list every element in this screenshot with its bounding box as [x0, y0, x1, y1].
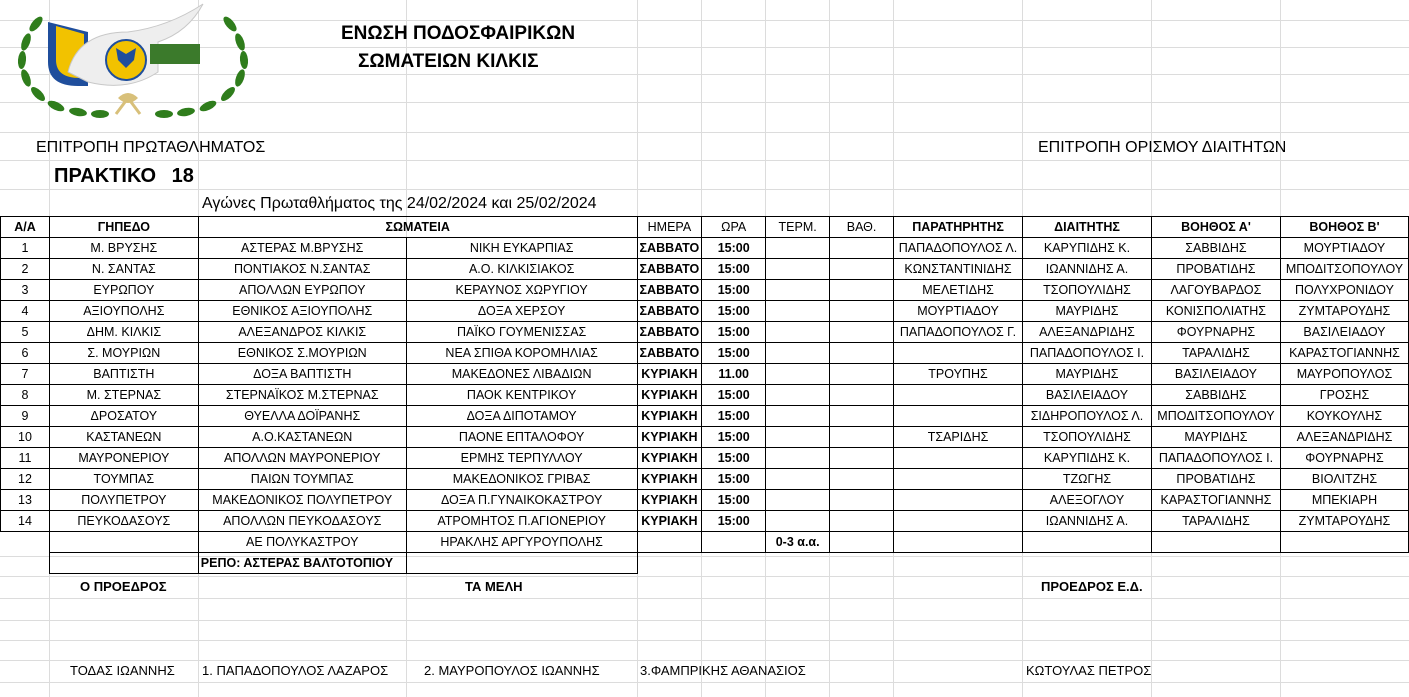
match-home-team: ΑΛΕΞΑΝΔΡΟΣ ΚΙΛΚΙΣ: [198, 322, 406, 343]
fixtures-table: [0, 216, 1409, 574]
match-term: [766, 301, 830, 322]
match-term: [766, 259, 830, 280]
match-observer: [894, 343, 1023, 364]
match-time: 15:00: [702, 448, 766, 469]
match-assistant2: ΒΙΟΛΙΤΖΗΣ: [1280, 469, 1408, 490]
org-title-line2: ΣΩΜΑΤΕΙΩΝ ΚΙΛΚΙΣ: [358, 51, 539, 72]
member-3-name: 3.ΦΑΜΠΡΙΚΗΣ ΑΘΑΝΑΣΙΟΣ: [640, 663, 806, 678]
match-home-team: ΣΤΕΡΝΑΪΚΟΣ Μ.ΣΤΕΡΝΑΣ: [198, 385, 406, 406]
match-score: [830, 259, 894, 280]
table-row: [1, 301, 1409, 322]
match-observer: ΠΑΠΑΔΟΠΟΥΛΟΣ Λ.: [894, 238, 1023, 259]
match-time: 15:00: [702, 511, 766, 532]
match-observer: [894, 469, 1023, 490]
match-day: ΣΑΒΒΑΤΟ: [637, 301, 702, 322]
match-day: ΣΑΒΒΑΤΟ: [637, 238, 702, 259]
match-assistant1: ΤΑΡΑΛΙΔΗΣ: [1151, 511, 1280, 532]
match-observer: ΜΟΥΡΤΙΑΔΟΥ: [894, 301, 1023, 322]
match-assistant2: ΜΠΕΚΙΑΡΗ: [1280, 490, 1408, 511]
match-number: 4: [1, 301, 50, 322]
match-stadium: ΑΞΙΟΥΠΟΛΗΣ: [49, 301, 198, 322]
match-number: 1: [1, 238, 50, 259]
col-stadium: ΓΗΠΕΔΟ: [49, 217, 198, 238]
match-number: 13: [1, 490, 50, 511]
match-time: 11.00: [702, 364, 766, 385]
match-referee: ΠΑΠΑΔΟΠΟΥΛΟΣ Ι.: [1023, 343, 1152, 364]
match-assistant1: ΛΑΓΟΥΒΑΡΔΟΣ: [1151, 280, 1280, 301]
president-name: ΤΟΔΑΣ ΙΩΑΝΝΗΣ: [70, 663, 175, 678]
match-assistant2: ΑΛΕΞΑΝΔΡΙΔΗΣ: [1280, 427, 1408, 448]
match-observer: [894, 511, 1023, 532]
match-observer: [894, 406, 1023, 427]
col-referee: ΔΙΑΙΤΗΤΗΣ: [1023, 217, 1152, 238]
extra-empty-aa: [1, 532, 50, 553]
match-observer: ΚΩΝΣΤΑΝΤΙΝΙΔΗΣ: [894, 259, 1023, 280]
match-assistant1: ΤΑΡΑΛΙΔΗΣ: [1151, 343, 1280, 364]
match-referee: ΣΙΔΗΡΟΠΟΥΛΟΣ Λ.: [1023, 406, 1152, 427]
match-stadium: ΠΟΛΥΠΕΤΡΟΥ: [49, 490, 198, 511]
table-row: [1, 238, 1409, 259]
match-away-team: ΠΑΪΚΟ ΓΟΥΜΕΝΙΣΣΑΣ: [406, 322, 637, 343]
match-assistant2: ΦΟΥΡΝΑΡΗΣ: [1280, 448, 1408, 469]
referee-committee-label: ΕΠΙΤΡΟΠΗ ΟΡΙΣΜΟΥ ΔΙΑΙΤΗΤΩΝ: [1038, 139, 1287, 156]
match-observer: ΜΕΛΕΤΙΔΗΣ: [894, 280, 1023, 301]
match-term: [766, 469, 830, 490]
match-referee: ΜΑΥΡΙΔΗΣ: [1023, 301, 1152, 322]
match-day: ΣΑΒΒΑΤΟ: [637, 280, 702, 301]
match-away-team: ΠΑΟΝΕ ΕΠΤΑΛΟΦΟΥ: [406, 427, 637, 448]
match-day: ΚΥΡΙΑΚΗ: [637, 406, 702, 427]
match-stadium: ΚΑΣΤΑΝΕΩΝ: [49, 427, 198, 448]
col-teams: ΣΩΜΑΤΕΙΑ: [198, 217, 637, 238]
match-score: [830, 343, 894, 364]
col-observer: ΠΑΡΑΤΗΡΗΤΗΣ: [894, 217, 1023, 238]
match-assistant2: ΖΥΜΤΑΡΟΥΔΗΣ: [1280, 301, 1408, 322]
match-assistant2: ΠΟΛΥΧΡΟΝΙΔΟΥ: [1280, 280, 1408, 301]
match-assistant2: ΜΟΥΡΤΙΑΔΟΥ: [1280, 238, 1408, 259]
match-number: 2: [1, 259, 50, 280]
match-assistant2: ΚΑΡΑΣΤΟΓΙΑΝΝΗΣ: [1280, 343, 1408, 364]
match-score: [830, 301, 894, 322]
match-referee: ΒΑΣΙΛΕΙΑΔΟΥ: [1023, 385, 1152, 406]
extra-away-team: ΗΡΑΚΛΗΣ ΑΡΓΥΡΟΥΠΟΛΗΣ: [406, 532, 637, 553]
match-day: ΚΥΡΙΑΚΗ: [637, 427, 702, 448]
match-home-team: ΠΟΝΤΙΑΚΟΣ Ν.ΣΑΝΤΑΣ: [198, 259, 406, 280]
table-row: [1, 385, 1409, 406]
extra-empty-a2: [1280, 532, 1408, 553]
ed-president-label: ΠΡΟΕΔΡΟΣ Ε.Δ.: [1041, 579, 1143, 594]
extra-empty-observer: [894, 532, 1023, 553]
match-home-team: ΑΣΤΕΡΑΣ Μ.ΒΡΥΣΗΣ: [198, 238, 406, 259]
match-score: [830, 469, 894, 490]
match-time: 15:00: [702, 280, 766, 301]
match-stadium: Ν. ΣΑΝΤΑΣ: [49, 259, 198, 280]
match-term: [766, 511, 830, 532]
match-day: ΚΥΡΙΑΚΗ: [637, 385, 702, 406]
match-stadium: Μ. ΒΡΥΣΗΣ: [49, 238, 198, 259]
extra-empty-stadium: [49, 532, 198, 553]
extra-empty-referee: [1023, 532, 1152, 553]
match-home-team: ΔΟΞΑ ΒΑΠΤΙΣΤΗ: [198, 364, 406, 385]
table-row: [1, 511, 1409, 532]
col-assistant2: ΒΟΗΘΟΣ Β': [1280, 217, 1408, 238]
match-away-team: ΕΡΜΗΣ ΤΕΡΠΥΛΛΟΥ: [406, 448, 637, 469]
match-stadium: Μ. ΣΤΕΡΝΑΣ: [49, 385, 198, 406]
match-number: 9: [1, 406, 50, 427]
match-away-team: ΔΟΞΑ ΧΕΡΣΟΥ: [406, 301, 637, 322]
match-time: 15:00: [702, 490, 766, 511]
match-time: 15:00: [702, 469, 766, 490]
match-home-team: ΕΘΝΙΚΟΣ ΑΞΙΟΥΠΟΛΗΣ: [198, 301, 406, 322]
match-away-team: ΠΑΟΚ ΚΕΝΤΡΙΚΟΥ: [406, 385, 637, 406]
org-title-line1: ΕΝΩΣΗ ΠΟΔΟΣΦΑΙΡΙΚΩΝ: [341, 23, 576, 44]
match-score: [830, 511, 894, 532]
repo-empty-rest: [637, 553, 1408, 574]
match-term: [766, 280, 830, 301]
match-day: ΣΑΒΒΑΤΟ: [637, 259, 702, 280]
match-observer: ΤΡΟΥΠΗΣ: [894, 364, 1023, 385]
match-referee: ΚΑΡΥΠΙΔΗΣ Κ.: [1023, 448, 1152, 469]
match-home-team: ΜΑΚΕΔΟΝΙΚΟΣ ΠΟΛΥΠΕΤΡΟΥ: [198, 490, 406, 511]
member-1-name: 1. ΠΑΠΑΔΟΠΟΥΛΟΣ ΛΑΖΑΡΟΣ: [202, 663, 389, 678]
match-home-team: Α.Ο.ΚΑΣΤΑΝΕΩΝ: [198, 427, 406, 448]
table-row: [1, 448, 1409, 469]
table-row: [1, 490, 1409, 511]
match-assistant1: ΠΑΠΑΔΟΠΟΥΛΟΣ Ι.: [1151, 448, 1280, 469]
match-number: 5: [1, 322, 50, 343]
match-number: 3: [1, 280, 50, 301]
extra-match-row: [1, 532, 1409, 553]
match-away-team: ΝΕΑ ΣΠΙΘΑ ΚΟΡΟΜΗΛΙΑΣ: [406, 343, 637, 364]
match-away-team: ΝΙΚΗ ΕΥΚΑΡΠΙΑΣ: [406, 238, 637, 259]
match-assistant1: ΜΠΟΔΙΤΣΟΠΟΥΛΟΥ: [1151, 406, 1280, 427]
match-assistant1: ΣΑΒΒΙΔΗΣ: [1151, 238, 1280, 259]
match-assistant1: ΚΟΝΙΣΠΟΛΙΑΤΗΣ: [1151, 301, 1280, 322]
president-label: Ο ΠΡΟΕΔΡΟΣ: [80, 579, 167, 594]
match-number: 10: [1, 427, 50, 448]
match-day: ΣΑΒΒΑΤΟ: [637, 343, 702, 364]
match-stadium: ΒΑΠΤΙΣΤΗ: [49, 364, 198, 385]
extra-empty-time: [702, 532, 766, 553]
col-term: ΤΕΡΜ.: [766, 217, 830, 238]
match-day: ΚΥΡΙΑΚΗ: [637, 490, 702, 511]
match-time: 15:00: [702, 259, 766, 280]
match-number: 8: [1, 385, 50, 406]
col-day: ΗΜΕΡΑ: [637, 217, 702, 238]
match-assistant1: ΜΑΥΡΙΔΗΣ: [1151, 427, 1280, 448]
match-referee: ΜΑΥΡΙΔΗΣ: [1023, 364, 1152, 385]
match-assistant2: ΜΑΥΡΟΠΟΥΛΟΣ: [1280, 364, 1408, 385]
match-assistant1: ΠΡΟΒΑΤΙΔΗΣ: [1151, 259, 1280, 280]
match-day: ΚΥΡΙΑΚΗ: [637, 511, 702, 532]
match-day: ΚΥΡΙΑΚΗ: [637, 448, 702, 469]
match-referee: ΤΖΩΓΗΣ: [1023, 469, 1152, 490]
match-number: 14: [1, 511, 50, 532]
match-term: [766, 385, 830, 406]
repo-empty-stadium: [49, 553, 198, 574]
table-row: [1, 406, 1409, 427]
match-away-team: ΑΤΡΟΜΗΤΟΣ Π.ΑΓΙΟΝΕΡΙΟΥ: [406, 511, 637, 532]
match-day: ΚΥΡΙΑΚΗ: [637, 469, 702, 490]
match-assistant2: ΜΠΟΔΙΤΣΟΠΟΥΛΟΥ: [1280, 259, 1408, 280]
minutes-number: ΠΡΑΚΤΙΚΟ 18: [54, 165, 194, 187]
match-assistant2: ΚΟΥΚΟΥΛΗΣ: [1280, 406, 1408, 427]
match-time: 15:00: [702, 343, 766, 364]
match-assistant1: ΒΑΣΙΛΕΙΑΔΟΥ: [1151, 364, 1280, 385]
match-time: 15:00: [702, 301, 766, 322]
match-home-team: ΑΠΟΛΛΩΝ ΜΑΥΡΟΝΕΡΙΟΥ: [198, 448, 406, 469]
match-assistant1: ΣΑΒΒΙΔΗΣ: [1151, 385, 1280, 406]
match-referee: ΤΣΟΠΟΥΛΙΔΗΣ: [1023, 427, 1152, 448]
match-score: [830, 448, 894, 469]
extra-empty-a1: [1151, 532, 1280, 553]
member-2-name: 2. ΜΑΥΡΟΠΟΥΛΟΣ ΙΩΑΝΝΗΣ: [424, 663, 600, 678]
table-row: [1, 280, 1409, 301]
match-observer: ΤΣΑΡΙΔΗΣ: [894, 427, 1023, 448]
match-observer: [894, 490, 1023, 511]
match-stadium: Σ. ΜΟΥΡΙΩΝ: [49, 343, 198, 364]
match-time: 15:00: [702, 322, 766, 343]
table-row: [1, 343, 1409, 364]
col-score: ΒΑΘ.: [830, 217, 894, 238]
match-home-team: ΑΠΟΛΛΩΝ ΠΕΥΚΟΔΑΣΟΥΣ: [198, 511, 406, 532]
match-number: 12: [1, 469, 50, 490]
championship-committee-label: ΕΠΙΤΡΟΠΗ ΠΡΩΤΑΘΛΗΜΑΤΟΣ: [36, 139, 266, 156]
extra-empty-score: [830, 532, 894, 553]
match-stadium: ΔΡΟΣΑΤΟΥ: [49, 406, 198, 427]
match-assistant2: ΖΥΜΤΑΡΟΥΔΗΣ: [1280, 511, 1408, 532]
federation-logo-icon: [8, 2, 256, 130]
match-away-team: ΜΑΚΕΔΟΝΙΚΟΣ ΓΡΙΒΑΣ: [406, 469, 637, 490]
match-away-team: ΜΑΚΕΔΟΝΕΣ ΛΙΒΑΔΙΩΝ: [406, 364, 637, 385]
table-row: [1, 427, 1409, 448]
match-number: 6: [1, 343, 50, 364]
match-term: [766, 490, 830, 511]
match-score: [830, 364, 894, 385]
match-score: [830, 280, 894, 301]
match-time: 15:00: [702, 406, 766, 427]
extra-result: 0-3 α.α.: [766, 532, 830, 553]
match-term: [766, 448, 830, 469]
match-referee: ΙΩΑΝΝΙΔΗΣ Α.: [1023, 259, 1152, 280]
match-term: [766, 364, 830, 385]
match-away-team: ΔΟΞΑ Π.ΓΥΝΑΙΚΟΚΑΣΤΡΟΥ: [406, 490, 637, 511]
match-score: [830, 322, 894, 343]
match-number: 7: [1, 364, 50, 385]
members-label: ΤΑ ΜΕΛΗ: [465, 579, 523, 594]
match-away-team: Α.Ο. ΚΙΛΚΙΣΙΑΚΟΣ: [406, 259, 637, 280]
repo-row: [1, 553, 1409, 574]
match-observer: [894, 385, 1023, 406]
table-header-row: [1, 217, 1409, 238]
match-referee: ΑΛΕΞΑΝΔΡΙΔΗΣ: [1023, 322, 1152, 343]
col-aa: Α/Α: [1, 217, 50, 238]
match-referee: ΤΣΟΠΟΥΛΙΔΗΣ: [1023, 280, 1152, 301]
table-row: [1, 469, 1409, 490]
extra-empty-day: [637, 532, 702, 553]
match-assistant1: ΠΡΟΒΑΤΙΔΗΣ: [1151, 469, 1280, 490]
match-away-team: ΚΕΡΑΥΝΟΣ ΧΩΡΥΓΙΟΥ: [406, 280, 637, 301]
match-assistant1: ΚΑΡΑΣΤΟΓΙΑΝΝΗΣ: [1151, 490, 1280, 511]
match-stadium: ΤΟΥΜΠΑΣ: [49, 469, 198, 490]
match-score: [830, 385, 894, 406]
match-observer: [894, 448, 1023, 469]
table-row: [1, 364, 1409, 385]
repo-empty-aa: [1, 553, 50, 574]
table-row: [1, 322, 1409, 343]
match-day: ΣΑΒΒΑΤΟ: [637, 322, 702, 343]
match-term: [766, 406, 830, 427]
match-away-team: ΔΟΞΑ ΔΙΠΟΤΑΜΟΥ: [406, 406, 637, 427]
match-referee: ΙΩΑΝΝΙΔΗΣ Α.: [1023, 511, 1152, 532]
match-number: 11: [1, 448, 50, 469]
match-term: [766, 322, 830, 343]
match-assistant2: ΓΡΟΣΗΣ: [1280, 385, 1408, 406]
match-term: [766, 238, 830, 259]
match-score: [830, 427, 894, 448]
match-home-team: ΘΥΕΛΛΑ ΔΟΪΡΑΝΗΣ: [198, 406, 406, 427]
match-time: 15:00: [702, 385, 766, 406]
table-row: [1, 259, 1409, 280]
repo-team: ΡΕΠΟ: ΑΣΤΕΡΑΣ ΒΑΛΤΟΤΟΠΙΟΥ: [198, 553, 406, 574]
match-assistant2: ΒΑΣΙΛΕΙΑΔΟΥ: [1280, 322, 1408, 343]
match-observer: ΠΑΠΑΔΟΠΟΥΛΟΣ Γ.: [894, 322, 1023, 343]
col-assistant1: ΒΟΗΘΟΣ Α': [1151, 217, 1280, 238]
match-stadium: ΕΥΡΩΠΟΥ: [49, 280, 198, 301]
match-term: [766, 427, 830, 448]
repo-empty-away: [406, 553, 637, 574]
ed-president-name: ΚΩΤΟΥΛΑΣ ΠΕΤΡΟΣ: [1026, 663, 1152, 678]
match-home-team: ΕΘΝΙΚΟΣ Σ.ΜΟΥΡΙΩΝ: [198, 343, 406, 364]
match-time: 15:00: [702, 427, 766, 448]
match-stadium: ΜΑΥΡΟΝΕΡΙΟΥ: [49, 448, 198, 469]
matches-subtitle: Αγώνες Πρωταθλήματος της 24/02/2024 και 25/02/2024: [202, 195, 597, 212]
match-score: [830, 406, 894, 427]
match-score: [830, 490, 894, 511]
match-referee: ΚΑΡΥΠΙΔΗΣ Κ.: [1023, 238, 1152, 259]
match-score: [830, 238, 894, 259]
match-day: ΚΥΡΙΑΚΗ: [637, 364, 702, 385]
match-stadium: ΔΗΜ. ΚΙΛΚΙΣ: [49, 322, 198, 343]
match-assistant1: ΦΟΥΡΝΑΡΗΣ: [1151, 322, 1280, 343]
col-time: ΩΡΑ: [702, 217, 766, 238]
match-home-team: ΑΠΟΛΛΩΝ ΕΥΡΩΠΟΥ: [198, 280, 406, 301]
match-home-team: ΠΑΙΩΝ ΤΟΥΜΠΑΣ: [198, 469, 406, 490]
match-time: 15:00: [702, 238, 766, 259]
match-term: [766, 343, 830, 364]
match-stadium: ΠΕΥΚΟΔΑΣΟΥΣ: [49, 511, 198, 532]
match-referee: ΑΛΕΞΟΓΛΟΥ: [1023, 490, 1152, 511]
extra-home-team: ΑΕ ΠΟΛΥΚΑΣΤΡΟΥ: [198, 532, 406, 553]
